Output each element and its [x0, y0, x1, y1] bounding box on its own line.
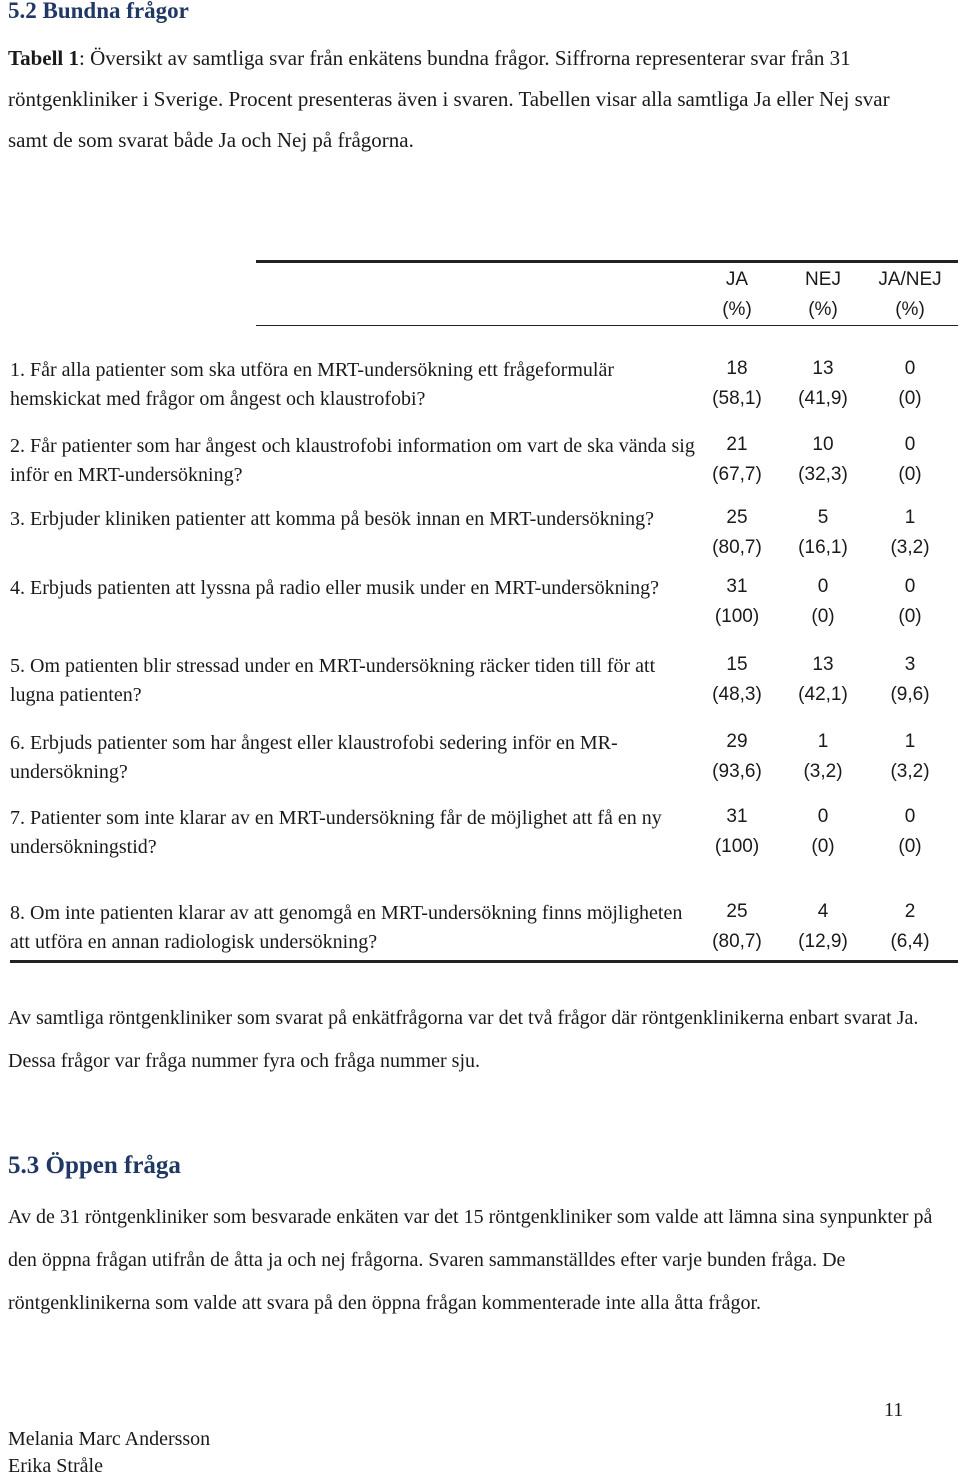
cell-janej: 0 (0): [898, 576, 922, 627]
cell-janej: 0 (0): [898, 434, 922, 485]
cell-janej: 3 (9,6): [890, 654, 930, 705]
cell-janej: 0 (0): [898, 806, 922, 857]
table-row-question: 7. Patienter som inte klarar av en MRT-undersökning får de möjlighet att få en ny undersökningstid?: [10, 807, 662, 858]
cell-nej: 4 (12,9): [798, 901, 848, 952]
open-question-paragraph: Av de 31 röntgenkliniker som besvarade enkäten var det 15 röntgenkliniker som valde att lämna sina synpunkter på den öppna frågan utifrån de åtta ja och nej frågorna. Svaren sammanställdes efter varje bunden fråga. De röntgenklinikerna som valde att svara på den öppna frågan kommenterade inte alla åtta frågor.: [8, 1206, 933, 1314]
table-row-question: 1. Får alla patienter som ska utföra en MRT-undersökning ett frågeformulär hemskickat med frågor om ångest och klaustrofobi?: [10, 359, 614, 410]
table-row-question: 3. Erbjuder kliniken patienter att komma på besök innan en MRT-undersökning?: [10, 508, 655, 530]
cell-nej: 0 (0): [811, 576, 835, 627]
table-bottom-rule: [10, 960, 958, 963]
table-header-rule: [256, 325, 958, 326]
cell-ja: 18 (58,1): [712, 358, 762, 409]
cell-nej: 13 (42,1): [798, 654, 848, 705]
cell-ja: 29 (93,6): [712, 731, 762, 782]
cell-nej: 0 (0): [811, 806, 835, 857]
cell-ja: 31 (100): [714, 806, 760, 857]
cell-janej: 1 (3,2): [890, 731, 930, 782]
col-header-ja-label: JA: [725, 269, 749, 290]
cell-janej: 1 (3,2): [890, 507, 930, 558]
cell-nej: 10 (32,3): [798, 434, 848, 485]
caption-text: : Översikt av samtliga svar från enkätens bundna frågor. Siffrorna representerar svar från 31 röntgenkliniker i Sverige. Procent presenteras även i svaren. Tabellen visar alla samtliga Ja eller Nej svar samt de som svarat både Ja och Nej på frågorna.: [8, 46, 890, 152]
author-name: Erika Stråle: [8, 1455, 103, 1477]
table-row-question: 5. Om patienten blir stressad under en MRT-undersökning räcker tiden till för att lugna patienten?: [10, 655, 656, 706]
table-row-question: 8. Om inte patienten klarar av att genomgå en MRT-undersökning finns möjligheten att utföra en annan radiologisk undersökning?: [10, 902, 683, 953]
cell-ja: 31 (100): [714, 576, 760, 627]
col-header-nej-unit: (%): [808, 299, 838, 320]
table-top-rule: [256, 260, 958, 263]
cell-nej: 1 (3,2): [803, 731, 843, 782]
col-header-nej-label: NEJ: [805, 269, 841, 290]
page-number: 11: [884, 1399, 904, 1421]
caption-label: Tabell 1: [8, 46, 79, 70]
table-caption: [8, 38, 928, 161]
table-row-question: 6. Erbjuds patienter som har ångest eller klaustrofobi sedering inför en MR-undersökning?: [10, 732, 618, 783]
cell-ja: 25 (80,7): [712, 507, 762, 558]
summary-paragraph: Av samtliga röntgenkliniker som svarat på enkätfrågorna var det två frågor där röntgenklinikerna enbart svarat Ja. Dessa frågor var fråga nummer fyra och fråga nummer sju.: [8, 1007, 919, 1072]
section-heading-5-3: 5.3 Öppen fråga: [8, 1152, 181, 1179]
section-heading-5-2: 5.2 Bundna frågor: [8, 0, 189, 23]
cell-nej: 13 (41,9): [798, 358, 848, 409]
cell-ja: 21 (67,7): [712, 434, 762, 485]
cell-janej: 0 (0): [898, 358, 922, 409]
col-header-ja-unit: (%): [722, 299, 752, 320]
table-row-question: 4. Erbjuds patienten att lyssna på radio eller musik under en MRT-undersökning?: [10, 577, 660, 599]
col-header-janej: [855, 265, 960, 325]
col-header-janej-unit: (%): [895, 299, 925, 320]
cell-ja: 25 (80,7): [712, 901, 762, 952]
cell-janej: 2 (6,4): [890, 901, 930, 952]
col-header-janej-label: JA/NEJ: [878, 269, 942, 290]
author-name: Melania Marc Andersson: [8, 1428, 211, 1450]
cell-ja: 15 (48,3): [712, 654, 762, 705]
cell-nej: 5 (16,1): [798, 507, 848, 558]
table-row-question: 2. Får patienter som har ångest och klaustrofobi information om vart de ska vända sig inför en MRT-undersökning?: [10, 435, 695, 486]
